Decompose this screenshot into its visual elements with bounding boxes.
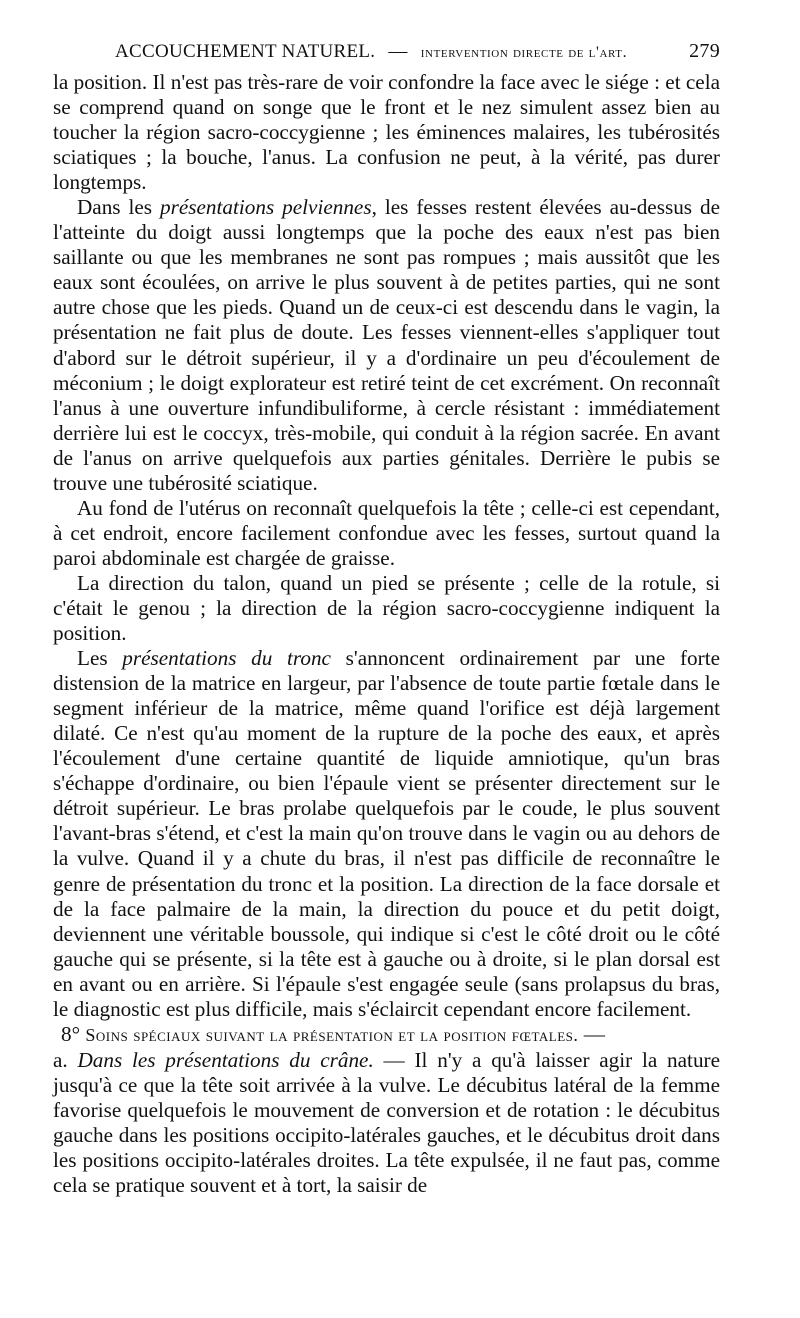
header-title: ACCOUCHEMENT NATUREL. <box>115 41 376 62</box>
paragraph <box>53 496 720 571</box>
header-title-group <box>115 41 627 63</box>
paragraph <box>53 1048 720 1198</box>
italic-term: présentations du tronc <box>122 646 331 671</box>
paragraph-text: , les fesses restent élevées au-dessus de l'atteinte du doigt aussi longtemps que la poche des eaux n'est pas bien saillante ou que les membranes ne sont pas rompues ; mais aussitôt que les eaux sont écoulées, on arrive le plus souvent à de petites parties, qui ne sont autre chose que les pieds. Quand un de ceux-ci est descendu dans le vagin, la présentation ne fait plus de doute. Les fesses viennent-elles s'appliquer tout d'abord sur le détroit supérieur, il y a d'ordinaire un peu d'écoulement de méconium ; le doigt explorateur est retiré teint de cet excrément. On reconnaît l'anus à une ouverture infundibuliforme, à cercle résistant : immédiatement derrière lui est le coccyx, très-mobile, qui conduit à la région sacrée. En avant de l'anus on arrive quelquefois aux parties génitales. Derrière le pubis se trouve une tubérosité sciatique. <box>53 195 720 495</box>
body-text <box>53 70 720 1198</box>
paragraph-text: La direction du talon, quand un pied se présente ; celle de la rotule, si c'était le genou ; la direction de la région sacro-coccygienne indiquent la position. <box>53 570 720 646</box>
paragraph <box>53 70 720 195</box>
paragraph <box>53 646 720 1022</box>
section-number: 8° <box>61 1021 81 1046</box>
paragraph-text: Dans les <box>77 195 161 220</box>
header-separator: — <box>388 41 408 62</box>
paragraph-text: Au fond de l'utérus on reconnaît quelquefois la tête ; celle-ci est cependant, à cet endroit, encore facilement confondue avec les fesses, surtout quand la paroi abdominale est chargée de graisse. <box>53 495 720 570</box>
paragraph-label: a. <box>53 1047 78 1072</box>
running-header <box>115 40 720 70</box>
italic-term: présentations pelviennes <box>160 195 372 220</box>
paragraph-text: s'annoncent ordinairement par une forte distension de la matrice en largeur, par l'absence de toute partie fœtale dans le segment inférieur de la matrice, même quand l'orifice est déjà largement dilaté. Ce n'est qu'au moment de la rupture de la poche des eaux, et après l'écoulement d'une certaine quantité de liquide amniotique, qu'un bras s'échappe d'ordinaire, ou bien l'épaule vient se présenter directement sur le détroit supérieur. Le bras prolabe quelquefois par le coude, le plus souvent l'avant-bras s'étend, et c'est la main qu'on trouve dans le vagin ou au dehors de la vulve. Quand il y a chute du bras, il n'est pas difficile de reconnaître le genre de présentation du tronc et la position. La direction de la face dorsale et de la face palmaire de la main, la direction du pouce et du petit doigt, deviennent une véritable boussole, qui indique si c'est le côté droit ou le côté gauche qui se présente, si la tête est à gauche ou à droite, si le plan dorsal est en avant ou en arrière. Si l'épaule s'est engagée seule (sans prolapsus du bras, le diagnostic est plus difficile, mais s'éclaircit cependant encore facilement. <box>53 646 720 1021</box>
section-dash: — <box>583 1021 605 1046</box>
paragraph-text: — Il n'y a qu'à laisser agir la nature jusqu'à ce que la tête soit arrivée à la vulve. Le décubitus latéral de la femme favorise quelquefois le mouvement de conversion et de rotation : le décubitus gauche dans les positions occipito-latérales gauches, et le décubitus droit dans les positions occipito-latérales droites. La tête expulsée, il ne faut pas, comme cela se pratique souvent et à tort, la saisir de <box>53 1047 721 1198</box>
paragraph-text: la position. Il n'est pas très-rare de voir confondre la face avec le siége : et cela se comprend quand on songe que le front et le nez simulent assez bien au toucher la région sacro-coccygienne ; les éminences malaires, les tubérosités sciatiques ; la bouche, l'anus. La confusion ne peut, à la vérité, pas durer longtemps. <box>53 70 720 195</box>
paragraph-text: Les <box>77 646 123 671</box>
italic-term: Dans les présentations du crâne. <box>77 1047 374 1072</box>
section-title: Soins spéciaux suivant la présentation et la position fœtales. <box>85 1024 579 1045</box>
header-subtitle: intervention directe de l'art. <box>420 44 628 61</box>
paragraph <box>53 195 720 496</box>
section-heading <box>53 1022 720 1048</box>
page-number: 279 <box>689 40 720 62</box>
paragraph <box>53 571 720 646</box>
